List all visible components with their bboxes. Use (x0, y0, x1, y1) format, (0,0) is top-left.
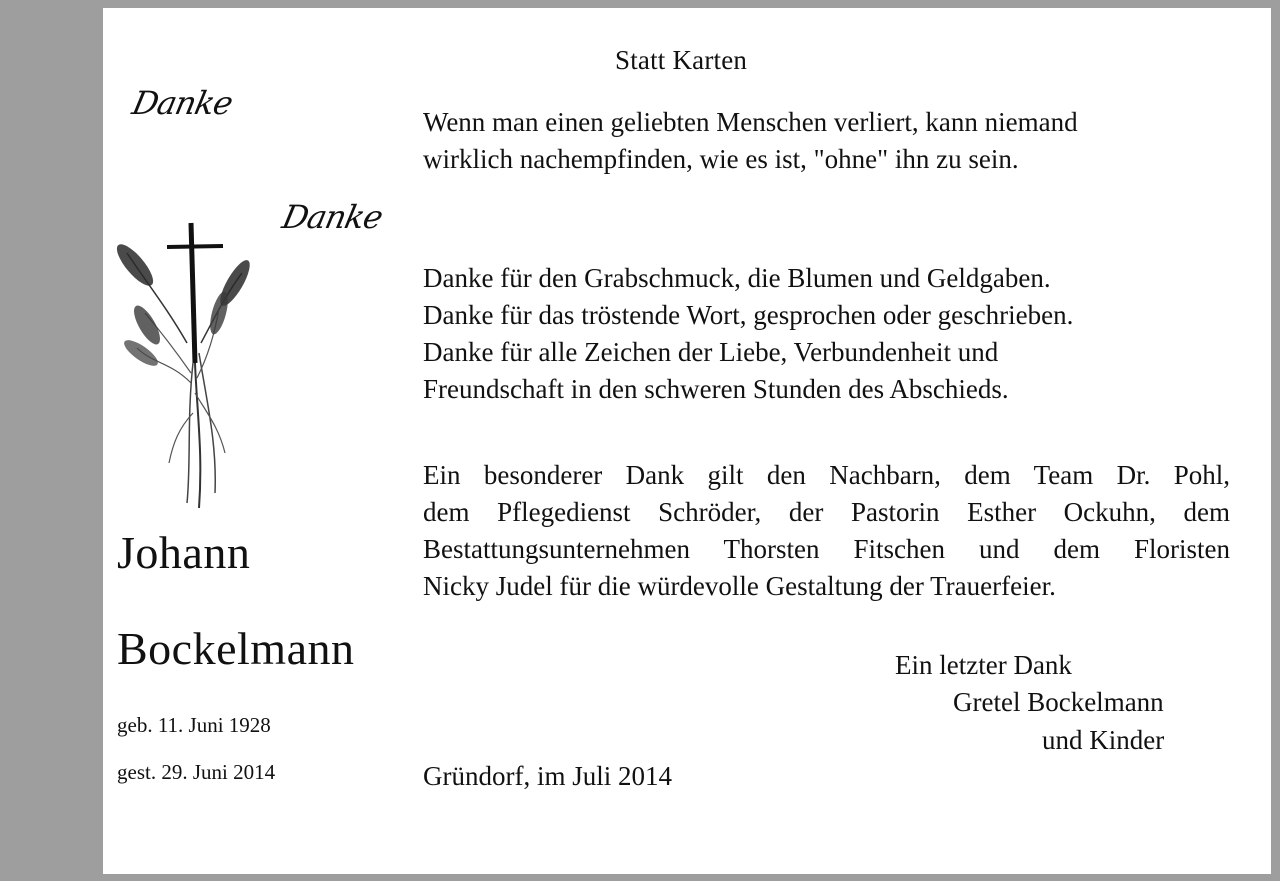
intro-line: Wenn man einen geliebten Menschen verliert, kann niemand (423, 107, 1078, 137)
closing-signature: Gretel Bockelmann (953, 687, 1164, 717)
deceased-first-name: Johann (117, 527, 251, 578)
special-thanks-paragraph (423, 457, 1243, 605)
special-thanks-line: Nicky Judel für die würdevolle Gestaltung der Trauerfeier. (423, 571, 1056, 601)
thanks-line: Freundschaft in den schweren Stunden des Abschieds. (423, 374, 1009, 404)
place-and-date: Gründorf, im Juli 2014 (423, 761, 672, 791)
thanks-line: Danke für den Grabschmuck, die Blumen und Geldgaben. (423, 263, 1051, 293)
special-thanks-line: dem Pflegedienst Schröder, der Pastorin Esther Ockuhn, dem (423, 497, 1230, 527)
obituary-card (103, 8, 1271, 874)
thanks-paragraph (423, 260, 1243, 408)
handwritten-danke-2: Danke (278, 198, 386, 236)
special-thanks-line: Bestattungsunternehmen Thorsten Fitschen und dem Floristen (423, 534, 1230, 564)
special-thanks-line: Ein besonderer Dank gilt den Nachbarn, dem Team Dr. Pohl, (423, 460, 1230, 490)
intro-line: wirklich nachempfinden, wie es ist, "ohne" ihn zu sein. (423, 144, 1019, 174)
card-heading: Statt Karten (615, 45, 748, 75)
closing-signature-family: und Kinder (1042, 725, 1165, 755)
thanks-line: Danke für alle Zeichen der Liebe, Verbundenheit und (423, 337, 999, 367)
closing-line: Ein letzter Dank (895, 650, 1072, 680)
birth-date: geb. 11. Juni 1928 (117, 713, 271, 737)
handwritten-danke-1: Danke (128, 84, 236, 122)
deceased-last-name: Bockelmann (117, 623, 355, 674)
death-date: gest. 29. Juni 2014 (117, 760, 276, 784)
thanks-line: Danke für das tröstende Wort, gesprochen oder geschrieben. (423, 300, 1074, 330)
cross-with-wheat-icon (107, 213, 257, 513)
intro-paragraph (423, 104, 1243, 178)
